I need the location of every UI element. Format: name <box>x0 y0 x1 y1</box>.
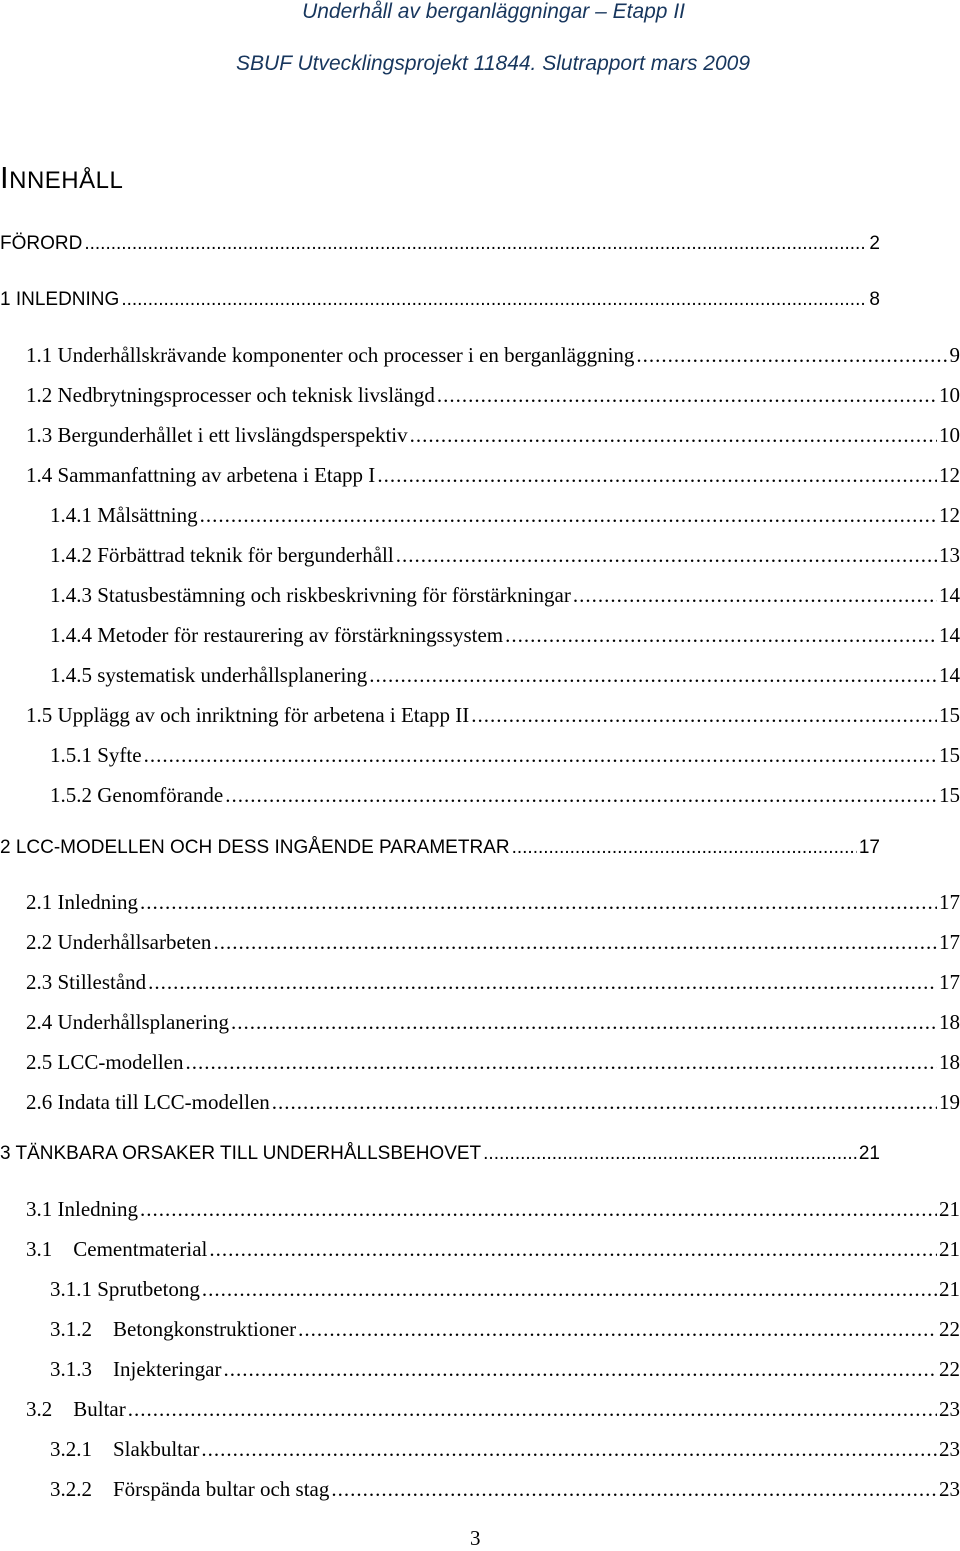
toc-entry[interactable]: 1.4.3 Statusbestämning och riskbeskrivning för förstärkningar ..... 14 <box>50 583 960 608</box>
toc-entry[interactable]: 1.5 Upplägg av och inriktning för arbetena i Etapp II ..... 15 <box>26 703 960 728</box>
toc-entry[interactable]: 3.2 Bultar ..... 23 <box>26 1397 960 1422</box>
running-header-title: Underhåll av berganläggningar – Etapp II <box>302 0 685 23</box>
toc-entry[interactable]: 1.3 Bergunderhållet i ett livslängdsperspektiv ..... 10 <box>26 423 960 448</box>
running-header-subtitle: SBUF Utvecklingsprojekt 11844. Slutrapport mars 2009 <box>236 52 750 75</box>
toc-entry[interactable]: 3.2.1 Slakbultar ..... 23 <box>50 1437 960 1462</box>
toc-entry[interactable]: 3.1 Cementmaterial ..... 21 <box>26 1237 960 1262</box>
toc-entry[interactable]: 1.4 Sammanfattning av arbetena i Etapp I ..... 12 <box>26 463 960 488</box>
page-title-rest: NNEHÅLL <box>9 167 124 194</box>
toc-entry[interactable]: 3.1.2 Betongkonstruktioner ..... 22 <box>50 1317 960 1342</box>
toc-entry[interactable]: 1.5.2 Genomförande ..... 15 <box>50 783 960 808</box>
toc-entry[interactable]: 1.5.1 Syfte ..... 15 <box>50 743 960 768</box>
toc-entry[interactable]: 2.5 LCC-modellen ..... 18 <box>26 1050 960 1075</box>
toc-entry[interactable]: 3.1 Inledning ..... 21 <box>26 1197 960 1222</box>
toc-entry[interactable]: 3 TÄNKBARA ORSAKER TILL UNDERHÅLLSBEHOVET ..... 21 <box>0 1143 880 1165</box>
toc-entry[interactable]: 2.3 Stillestånd ..... 17 <box>26 970 960 995</box>
toc-entry[interactable]: 2.1 Inledning ..... 17 <box>26 890 960 915</box>
toc-entry[interactable]: 3.1.1 Sprutbetong ..... 21 <box>50 1277 960 1302</box>
page-title-initial: I <box>0 160 10 195</box>
toc-entry[interactable]: 3.2.2 Förspända bultar och stag ..... 23 <box>50 1477 960 1502</box>
toc-entry[interactable]: 2.4 Underhållsplanering ..... 18 <box>26 1010 960 1035</box>
toc-entry[interactable]: 1.1 Underhållskrävande komponenter och processer i en berganläggning ..... 9 <box>26 343 960 368</box>
toc-entry[interactable]: 1.2 Nedbrytningsprocesser och teknisk livslängd ..... 10 <box>26 383 960 408</box>
toc-entry[interactable]: 1.4.1 Målsättning ..... 12 <box>50 503 960 528</box>
toc-entry[interactable]: 3.1.3 Injekteringar ..... 22 <box>50 1357 960 1382</box>
toc-entry[interactable]: 1.4.5 systematisk underhållsplanering ..... 14 <box>50 663 960 688</box>
toc-entry[interactable]: 1 INLEDNING ..... 8 <box>0 289 880 311</box>
toc-entry[interactable]: 2.6 Indata till LCC-modellen ..... 19 <box>26 1090 960 1115</box>
page-title <box>0 160 123 196</box>
toc-entry[interactable]: FÖRORD ..... 2 <box>0 233 880 255</box>
toc-entry[interactable]: 1.4.4 Metoder för restaurering av förstärkningssystem ..... 14 <box>50 623 960 648</box>
toc-entry[interactable]: 2 LCC-MODELLEN OCH DESS INGÅENDE PARAMETRAR ..... 17 <box>0 837 880 859</box>
toc-entry[interactable]: 1.4.2 Förbättrad teknik för bergunderhåll ..... 13 <box>50 543 960 568</box>
page-number: 3 <box>470 1526 481 1550</box>
toc-entry[interactable]: 2.2 Underhållsarbeten ..... 17 <box>26 930 960 955</box>
